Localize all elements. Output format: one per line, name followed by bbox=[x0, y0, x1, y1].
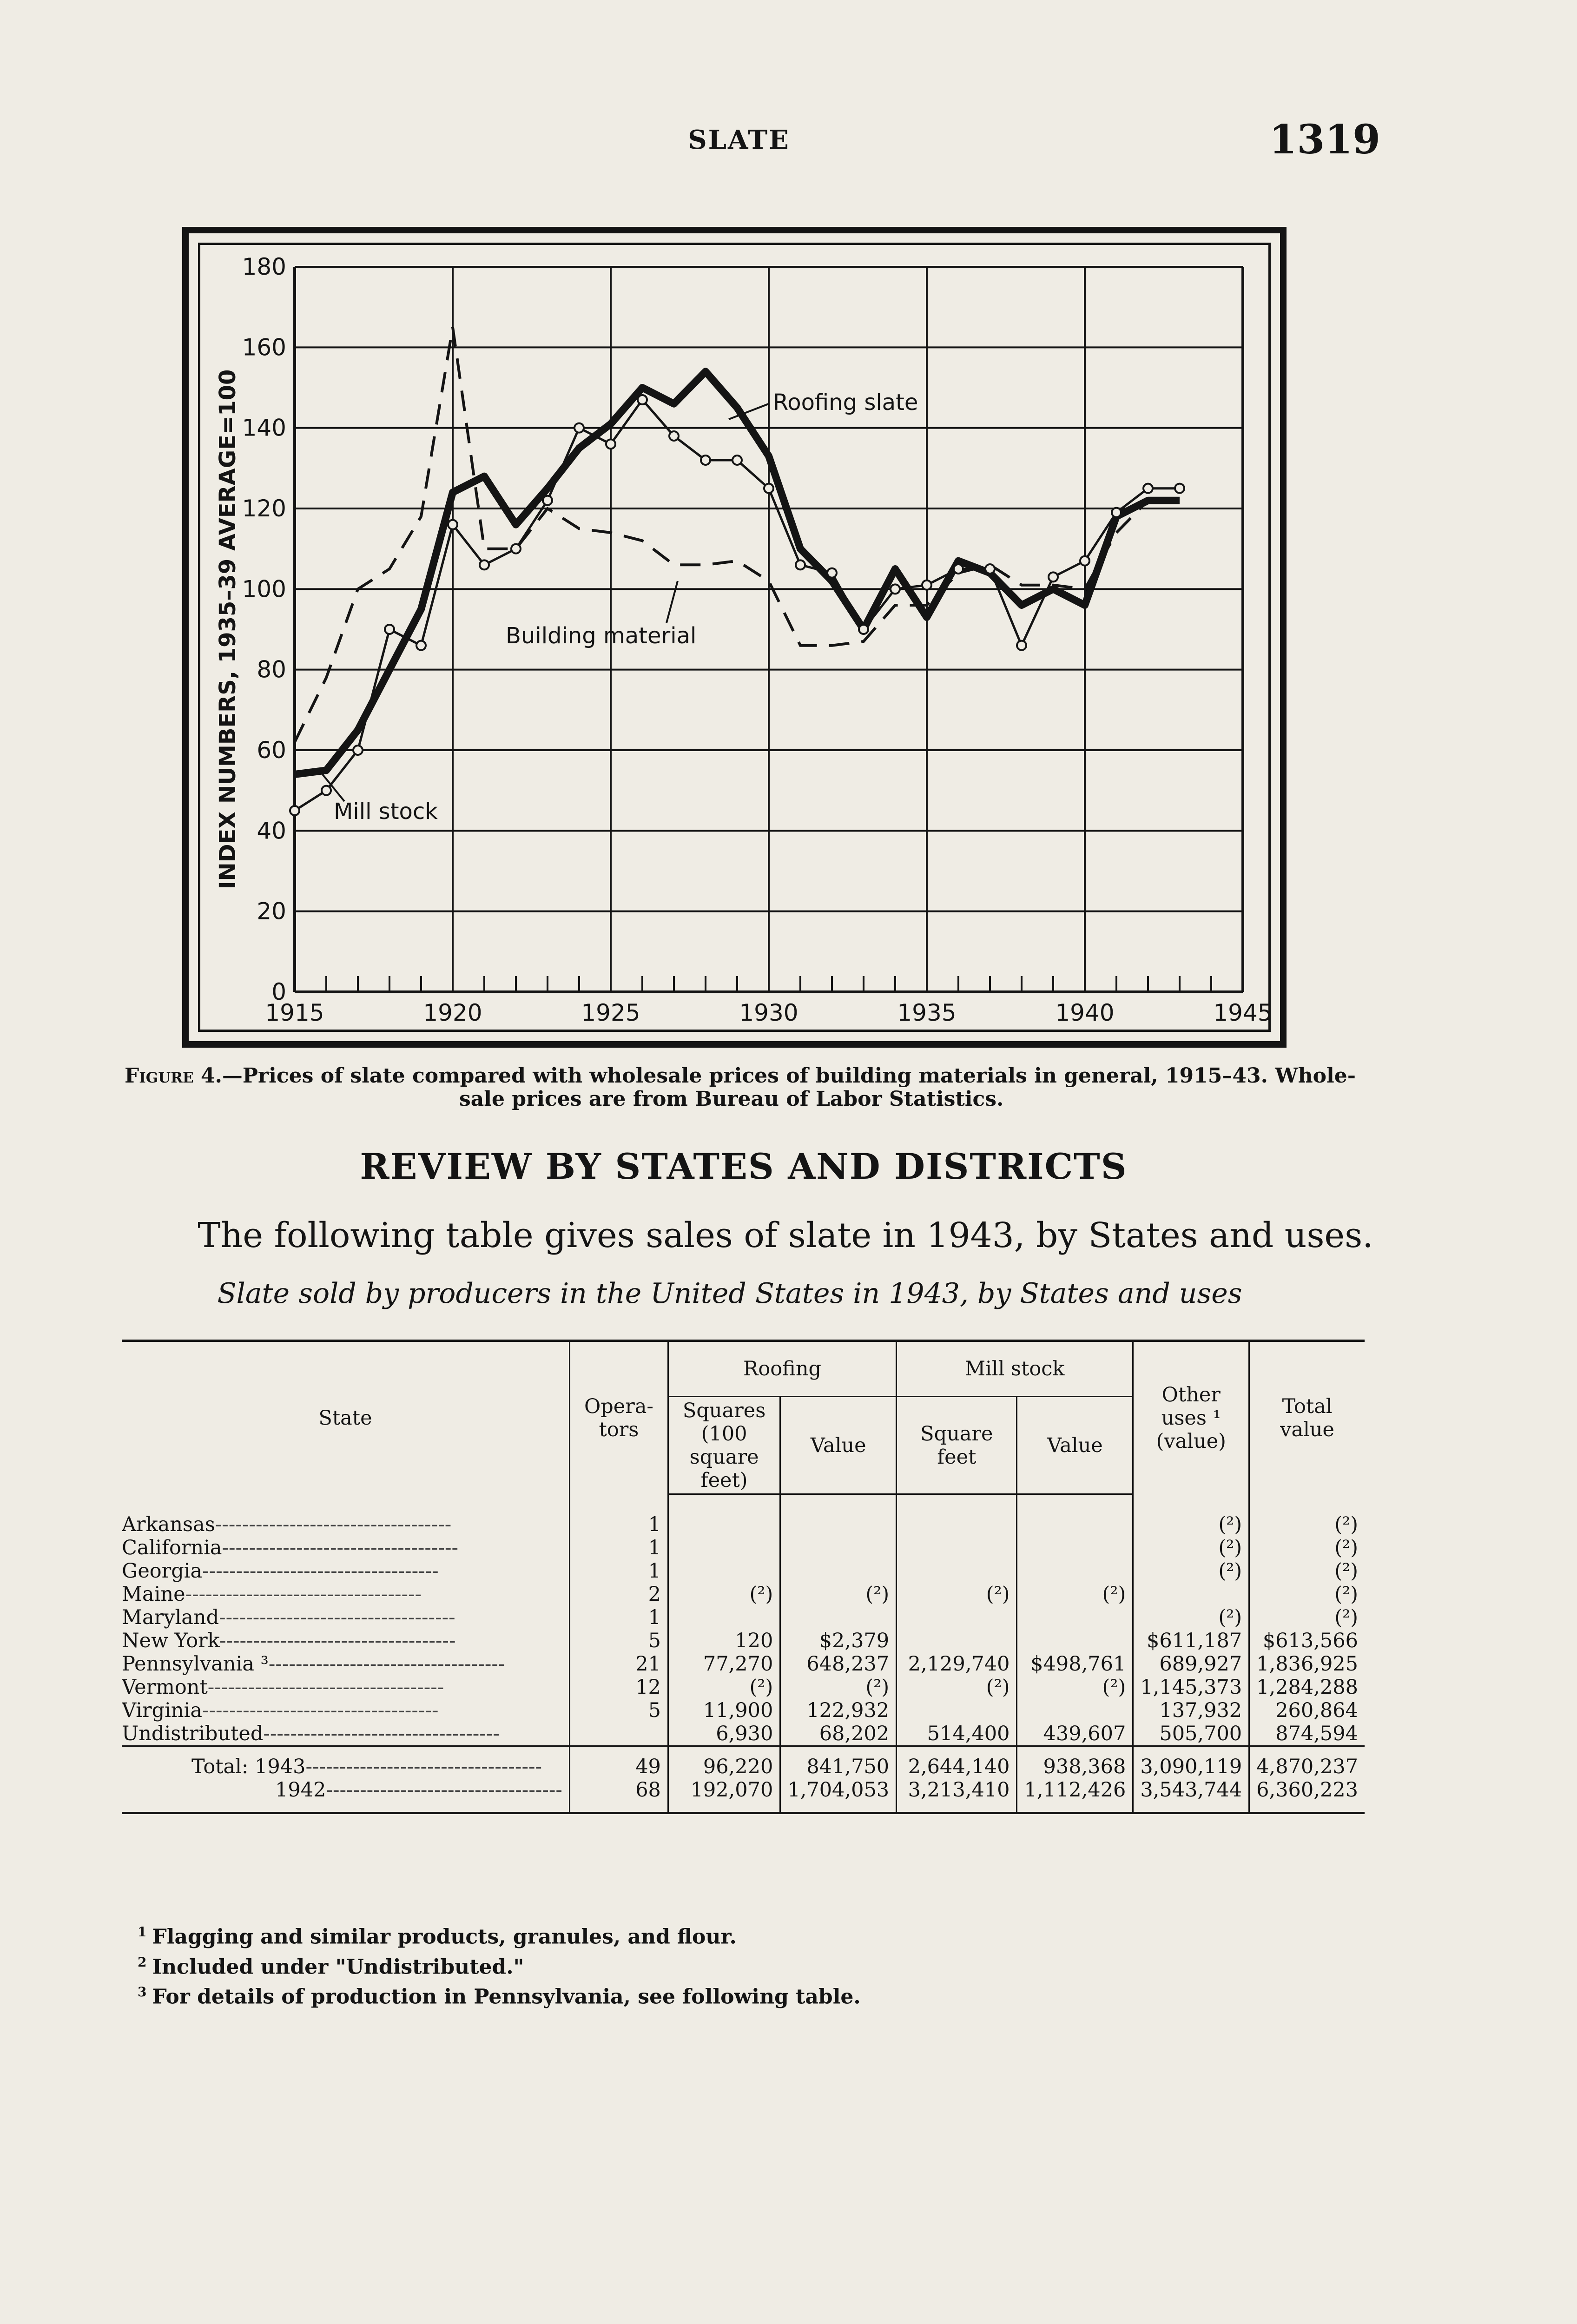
cell-total: (²) bbox=[1249, 1583, 1365, 1606]
cell-operators: 49 bbox=[569, 1746, 668, 1778]
running-header-title: SLATE bbox=[688, 125, 790, 155]
mill-stock-point bbox=[448, 520, 457, 529]
footnote-text: For details of production in Pennsylvania, see following table. bbox=[152, 1985, 861, 2009]
cell-other: $611,187 bbox=[1133, 1629, 1249, 1652]
figure-frame bbox=[182, 227, 1287, 1048]
cell-roof-sq: 77,270 bbox=[668, 1652, 780, 1676]
cell-roof-sq: 192,070 bbox=[668, 1778, 780, 1813]
series-annotation-label: Building material bbox=[506, 623, 697, 649]
x-tick-label: 1935 bbox=[897, 999, 957, 1026]
cell-mill-val bbox=[1017, 1699, 1133, 1722]
figure-caption-line2: sale prices are from Bureau of Labor Statistics. bbox=[459, 1087, 1004, 1111]
cell-mill-val bbox=[1017, 1536, 1133, 1559]
footnote-text: Flagging and similar products, granules, and flour. bbox=[152, 1925, 737, 1949]
mill-stock-point bbox=[827, 568, 837, 578]
cell-roof-val: 68,202 bbox=[780, 1722, 897, 1746]
mill-stock-point bbox=[732, 456, 742, 465]
cell-other: (²) bbox=[1133, 1559, 1249, 1583]
mill-stock-point bbox=[511, 544, 521, 554]
leader-dots: ----------------------------------- bbox=[202, 1559, 439, 1583]
cell-roof-sq: 11,900 bbox=[668, 1699, 780, 1722]
mill-stock-point bbox=[1175, 484, 1184, 493]
leader-dots: ----------------------------------- bbox=[263, 1722, 500, 1745]
mill-stock-point bbox=[353, 746, 363, 755]
state-cell bbox=[122, 1606, 569, 1629]
cell-roof-val: 122,932 bbox=[780, 1699, 897, 1722]
y-tick-label: 80 bbox=[257, 656, 286, 683]
y-tick-label: 140 bbox=[242, 414, 286, 442]
cell-operators: 5 bbox=[569, 1629, 668, 1652]
x-tick-label: 1925 bbox=[581, 999, 640, 1026]
table-row bbox=[122, 1722, 1365, 1746]
leader-dots: ----------------------------------- bbox=[207, 1675, 444, 1699]
state-name: New York bbox=[122, 1629, 219, 1652]
cell-other: 505,700 bbox=[1133, 1722, 1249, 1746]
footnote-3 bbox=[138, 1980, 1300, 2010]
header-other-uses: Other uses ¹ (value) bbox=[1133, 1341, 1249, 1494]
mill-stock-point bbox=[480, 560, 489, 569]
cell-mill-val bbox=[1017, 1559, 1133, 1583]
header-roofing: Roofing bbox=[668, 1341, 896, 1397]
y-tick-label: 180 bbox=[242, 253, 286, 280]
table-row bbox=[122, 1746, 1365, 1778]
cell-other: 1,145,373 bbox=[1133, 1676, 1249, 1699]
figure-label: Figure 4. bbox=[125, 1064, 222, 1088]
state-cell bbox=[122, 1629, 569, 1652]
cell-roof-sq bbox=[668, 1494, 780, 1536]
state-name: Vermont bbox=[122, 1675, 208, 1699]
mill-stock-point bbox=[922, 581, 931, 590]
cell-other: 689,927 bbox=[1133, 1652, 1249, 1676]
cell-operators: 1 bbox=[569, 1536, 668, 1559]
table-row bbox=[122, 1699, 1365, 1722]
chart-grid bbox=[295, 267, 1243, 992]
cell-roof-val bbox=[780, 1559, 897, 1583]
mill-stock-point bbox=[1080, 556, 1089, 566]
header-operators: Opera-tors bbox=[569, 1341, 668, 1494]
cell-roof-sq: 120 bbox=[668, 1629, 780, 1652]
mill-stock-point bbox=[1049, 572, 1058, 581]
cell-mill-val: $498,761 bbox=[1017, 1652, 1133, 1676]
cell-other: (²) bbox=[1133, 1606, 1249, 1629]
mill-stock-point bbox=[416, 641, 426, 650]
cell-mill-sqft: (²) bbox=[897, 1583, 1017, 1606]
cell-other: 137,932 bbox=[1133, 1699, 1249, 1722]
state-cell bbox=[122, 1583, 569, 1606]
footnote-mark: 1 bbox=[138, 1924, 147, 1940]
price-index-chart bbox=[189, 233, 1293, 1054]
cell-roof-sq bbox=[668, 1536, 780, 1559]
cell-total: (²) bbox=[1249, 1536, 1365, 1559]
leader-dots: ----------------------------------- bbox=[305, 1755, 542, 1778]
cell-mill-val bbox=[1017, 1494, 1133, 1536]
state-cell bbox=[122, 1494, 569, 1536]
figure-caption bbox=[125, 1064, 1379, 1111]
cell-operators: 5 bbox=[569, 1699, 668, 1722]
y-tick-label: 20 bbox=[257, 898, 286, 925]
cell-total: (²) bbox=[1249, 1494, 1365, 1536]
state-name: Maine bbox=[122, 1582, 185, 1606]
table-caption: Slate sold by producers in the United States in 1943, by States and uses bbox=[217, 1277, 1242, 1310]
page-number: 1319 bbox=[1269, 116, 1380, 163]
state-name: Arkansas bbox=[122, 1512, 215, 1536]
cell-roof-sq: (²) bbox=[668, 1676, 780, 1699]
cell-roof-sq: 6,930 bbox=[668, 1722, 780, 1746]
mill-stock-point bbox=[322, 786, 331, 795]
table-body bbox=[122, 1494, 1365, 1813]
leader-dots: ----------------------------------- bbox=[185, 1582, 422, 1606]
leader-dots: ----------------------------------- bbox=[268, 1652, 505, 1676]
mill-stock-point bbox=[985, 564, 995, 574]
header-mill-stock: Mill stock bbox=[897, 1341, 1133, 1397]
mill-stock-point bbox=[574, 423, 584, 433]
state-name: Georgia bbox=[122, 1559, 203, 1583]
cell-roof-val: 1,704,053 bbox=[780, 1778, 897, 1813]
state-name: Maryland bbox=[122, 1605, 219, 1629]
table-row bbox=[122, 1606, 1365, 1629]
cell-mill-sqft: 514,400 bbox=[897, 1722, 1017, 1746]
y-tick-label: 160 bbox=[242, 334, 286, 361]
leader-dots: ----------------------------------- bbox=[215, 1512, 452, 1536]
mill-stock-point bbox=[954, 564, 963, 574]
cell-mill-sqft bbox=[897, 1494, 1017, 1536]
header-mill-square-feet: Square feet bbox=[897, 1397, 1017, 1494]
cell-roof-sq: (²) bbox=[668, 1583, 780, 1606]
footnote-mark: 2 bbox=[138, 1954, 147, 1970]
cell-mill-val: (²) bbox=[1017, 1583, 1133, 1606]
cell-roof-val bbox=[780, 1494, 897, 1536]
cell-roof-val bbox=[780, 1606, 897, 1629]
header-roofing-squares: Squares (100 square feet) bbox=[668, 1397, 780, 1494]
cell-operators: 1 bbox=[569, 1559, 668, 1583]
state-cell bbox=[122, 1559, 569, 1583]
cell-mill-sqft: 3,213,410 bbox=[897, 1778, 1017, 1813]
table-row bbox=[122, 1629, 1365, 1652]
cell-total: 1,836,925 bbox=[1249, 1652, 1365, 1676]
cell-mill-val: 938,368 bbox=[1017, 1746, 1133, 1778]
cell-operators: 2 bbox=[569, 1583, 668, 1606]
cell-mill-val bbox=[1017, 1606, 1133, 1629]
cell-mill-val: 439,607 bbox=[1017, 1722, 1133, 1746]
series-line-building-material bbox=[295, 327, 1180, 742]
state-name: Pennsylvania ³ bbox=[122, 1652, 269, 1676]
cell-total: 260,864 bbox=[1249, 1699, 1365, 1722]
cell-total: 6,360,223 bbox=[1249, 1778, 1365, 1813]
table-row bbox=[122, 1652, 1365, 1676]
table-row bbox=[122, 1778, 1365, 1813]
figure-caption-line1: —Prices of slate compared with wholesale prices of building materials in general, 1915–43. Whole- bbox=[222, 1064, 1356, 1088]
cell-mill-val bbox=[1017, 1629, 1133, 1652]
y-tick-label: 40 bbox=[257, 817, 286, 845]
table-row bbox=[122, 1583, 1365, 1606]
chart-ticks bbox=[242, 253, 1273, 1026]
y-tick-label: 100 bbox=[242, 575, 286, 603]
cell-mill-val: (²) bbox=[1017, 1676, 1133, 1699]
footnote-2 bbox=[138, 1950, 1300, 1980]
mill-stock-point bbox=[1017, 641, 1026, 650]
series-annotation-label: Roofing slate bbox=[773, 390, 918, 416]
cell-roof-val: 841,750 bbox=[780, 1746, 897, 1778]
cell-roof-val: (²) bbox=[780, 1676, 897, 1699]
intro-text: The following table gives sales of slate in 1943, by States and uses. bbox=[198, 1215, 1373, 1255]
cell-roof-sq bbox=[668, 1559, 780, 1583]
table-row bbox=[122, 1494, 1365, 1536]
state-name: Virginia bbox=[122, 1698, 202, 1722]
cell-operators: 12 bbox=[569, 1676, 668, 1699]
y-tick-label: 60 bbox=[257, 737, 286, 764]
slate-sales-table bbox=[122, 1340, 1365, 1814]
footnote-text: Included under "Undistributed." bbox=[152, 1955, 524, 1979]
state-cell bbox=[122, 1699, 569, 1722]
x-tick-label: 1940 bbox=[1055, 999, 1115, 1026]
x-tick-label: 1915 bbox=[265, 999, 324, 1026]
leader-dots: ----------------------------------- bbox=[326, 1778, 562, 1802]
state-name: Undistributed bbox=[122, 1722, 264, 1745]
cell-other: (²) bbox=[1133, 1536, 1249, 1559]
header-mill-value: Value bbox=[1017, 1397, 1133, 1494]
cell-mill-sqft bbox=[897, 1699, 1017, 1722]
table-row bbox=[122, 1536, 1365, 1559]
series-annotation-label: Mill stock bbox=[334, 799, 438, 825]
cell-mill-val: 1,112,426 bbox=[1017, 1778, 1133, 1813]
cell-roof-val: $2,379 bbox=[780, 1629, 897, 1652]
cell-other: (²) bbox=[1133, 1494, 1249, 1536]
cell-mill-sqft bbox=[897, 1536, 1017, 1559]
cell-mill-sqft: 2,129,740 bbox=[897, 1652, 1017, 1676]
mill-stock-point bbox=[290, 806, 299, 815]
header-total-value: Total value bbox=[1249, 1341, 1365, 1494]
cell-total: (²) bbox=[1249, 1559, 1365, 1583]
cell-other bbox=[1133, 1583, 1249, 1606]
cell-mill-sqft: 2,644,140 bbox=[897, 1746, 1017, 1778]
mill-stock-point bbox=[859, 625, 868, 634]
header-state: State bbox=[122, 1341, 569, 1494]
state-cell bbox=[122, 1746, 569, 1778]
cell-mill-sqft bbox=[897, 1559, 1017, 1583]
mill-stock-point bbox=[543, 496, 552, 505]
cell-mill-sqft bbox=[897, 1629, 1017, 1652]
cell-other: 3,543,744 bbox=[1133, 1778, 1249, 1813]
x-tick-label: 1945 bbox=[1213, 999, 1273, 1026]
mill-stock-point bbox=[1143, 484, 1153, 493]
footnotes bbox=[138, 1920, 1300, 2010]
state-cell bbox=[122, 1676, 569, 1699]
cell-operators: 1 bbox=[569, 1606, 668, 1629]
mill-stock-point bbox=[701, 456, 710, 465]
cell-roof-sq: 96,220 bbox=[668, 1746, 780, 1778]
leader-dots: ----------------------------------- bbox=[202, 1698, 439, 1722]
state-cell bbox=[122, 1722, 569, 1746]
footnote-1 bbox=[138, 1920, 1300, 1950]
state-name: California bbox=[122, 1536, 222, 1559]
cell-roof-val: 648,237 bbox=[780, 1652, 897, 1676]
cell-operators: 1 bbox=[569, 1494, 668, 1536]
y-axis-label: INDEX NUMBERS, 1935–39 AVERAGE=100 bbox=[215, 369, 241, 890]
cell-total: 874,594 bbox=[1249, 1722, 1365, 1746]
leader-dots: ----------------------------------- bbox=[219, 1605, 455, 1629]
x-tick-label: 1930 bbox=[739, 999, 798, 1026]
mill-stock-point bbox=[1112, 508, 1121, 517]
cell-total: 1,284,288 bbox=[1249, 1676, 1365, 1699]
cell-mill-sqft bbox=[897, 1606, 1017, 1629]
cell-roof-val bbox=[780, 1536, 897, 1559]
x-tick-label: 1920 bbox=[423, 999, 482, 1026]
leader-dots: ----------------------------------- bbox=[222, 1536, 459, 1559]
cell-operators bbox=[569, 1722, 668, 1746]
footnote-mark: 3 bbox=[138, 1984, 147, 2000]
cell-total: $613,566 bbox=[1249, 1629, 1365, 1652]
mill-stock-point bbox=[796, 560, 805, 569]
state-cell bbox=[122, 1778, 569, 1813]
state-cell bbox=[122, 1536, 569, 1559]
cell-total: 4,870,237 bbox=[1249, 1746, 1365, 1778]
leader-dots: ----------------------------------- bbox=[219, 1629, 456, 1652]
state-name: Total: 1943 bbox=[191, 1755, 306, 1778]
y-tick-label: 120 bbox=[242, 495, 286, 522]
cell-operators: 21 bbox=[569, 1652, 668, 1676]
y-tick-label: 0 bbox=[271, 978, 286, 1005]
header-roofing-value: Value bbox=[780, 1397, 897, 1494]
cell-total: (²) bbox=[1249, 1606, 1365, 1629]
cell-roof-sq bbox=[668, 1606, 780, 1629]
mill-stock-point bbox=[638, 395, 647, 404]
mill-stock-point bbox=[669, 431, 679, 441]
annotation-leader bbox=[666, 581, 678, 623]
cell-operators: 68 bbox=[569, 1778, 668, 1813]
table-row bbox=[122, 1559, 1365, 1583]
state-cell bbox=[122, 1652, 569, 1676]
table-row bbox=[122, 1676, 1365, 1699]
mill-stock-point bbox=[764, 484, 773, 493]
state-name: 1942 bbox=[275, 1778, 326, 1802]
mill-stock-point bbox=[606, 439, 615, 449]
cell-mill-sqft: (²) bbox=[897, 1676, 1017, 1699]
cell-roof-val: (²) bbox=[780, 1583, 897, 1606]
mill-stock-point bbox=[891, 584, 900, 594]
series-line-roofing-slate bbox=[295, 371, 1180, 774]
section-heading: REVIEW BY STATES AND DISTRICTS bbox=[360, 1146, 1128, 1187]
cell-other: 3,090,119 bbox=[1133, 1746, 1249, 1778]
mill-stock-point bbox=[385, 625, 394, 634]
